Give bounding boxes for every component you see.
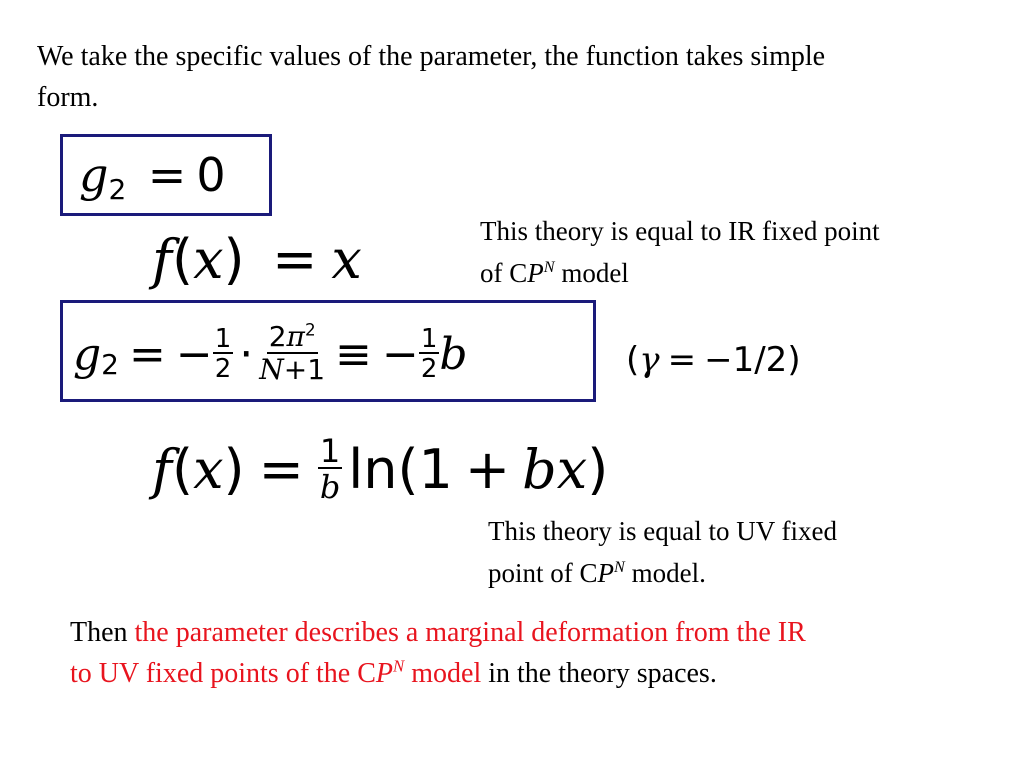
numerator: 1 (319, 432, 341, 470)
conclusion-highlight: to UV fixed points of the C (70, 658, 376, 689)
symbol-f: f (152, 228, 172, 291)
symbol-x: x (331, 228, 362, 291)
digit-one: 1 (418, 437, 453, 501)
plus-one: +1 (283, 353, 326, 386)
equation-f-identity (152, 228, 362, 292)
fraction-one-half (419, 326, 440, 382)
note-uv-text: point of C (488, 558, 598, 588)
symbol-P: P (597, 558, 615, 588)
denominator: 2 (214, 354, 232, 384)
symbol-x: x (193, 228, 224, 291)
numerator: 1 (214, 324, 232, 354)
fraction-two-pi-squared (259, 319, 326, 386)
symbol-x: x (556, 437, 588, 501)
paren-right: ) (787, 340, 801, 380)
symbol-b: b (522, 437, 557, 501)
note-uv-fixed-point (488, 510, 1008, 594)
note-uv-line-1: This theory is equal to UV fixed (488, 516, 837, 546)
conclusion-highlight: model (404, 658, 482, 689)
fraction-one-half (213, 326, 234, 382)
minus-sign: − (381, 328, 419, 380)
plus-sign: + (464, 437, 511, 501)
paren-left: ( (172, 228, 194, 291)
digit-two: 2 (268, 320, 287, 353)
paren-left: ( (626, 340, 640, 380)
paren-left: ( (397, 437, 419, 501)
equation-box-g2-zero (60, 134, 272, 216)
equation-f-log (152, 424, 608, 514)
symbol-P: P (527, 258, 544, 288)
gamma-number: −1/2 (704, 340, 788, 380)
equals-sign: = (272, 228, 318, 291)
ln-function: ln (348, 437, 398, 501)
note-ir-fixed-point (480, 210, 1010, 294)
intro-text (37, 36, 1017, 118)
note-ir-line-1: This theory is equal to IR fixed point (480, 216, 880, 246)
value-zero: 0 (196, 148, 226, 202)
symbol-x: x (193, 437, 224, 501)
minus-sign: − (175, 328, 213, 380)
paren-left: ( (172, 437, 194, 501)
denominator (259, 354, 325, 385)
fraction-one-over-b (318, 432, 342, 506)
denominator: b (319, 468, 341, 506)
superscript-N: N (393, 656, 405, 676)
equals-sign: = (129, 328, 166, 380)
numerator: 1 (420, 324, 438, 354)
symbol-f: f (152, 437, 172, 501)
conclusion-line-2 (70, 653, 1010, 694)
symbol-g: g (73, 328, 102, 380)
subscript-2: 2 (101, 347, 119, 381)
conclusion-then: Then (70, 617, 135, 648)
denominator: 2 (420, 354, 438, 384)
intro-line-1: We take the specific values of the parameter, the function takes simple (37, 41, 826, 72)
note-uv-text: model. (624, 558, 706, 588)
subscript-2: 2 (108, 173, 127, 206)
superscript-N: N (543, 258, 555, 276)
equation-box-g2-marginal (60, 300, 596, 402)
numerator (267, 319, 318, 354)
paren-right: ) (223, 228, 245, 291)
note-ir-line-2 (480, 252, 1010, 294)
equals-sign: = (258, 437, 304, 501)
conclusion-highlight: the parameter describes a marginal deformation from the IR (134, 617, 806, 648)
note-uv-line-2 (488, 552, 1008, 594)
note-ir-text: of C (480, 258, 528, 288)
equals-sign: = (667, 340, 697, 380)
symbol-b: b (439, 328, 468, 380)
conclusion-tail: in the theory spaces. (481, 658, 717, 689)
equation-g2-zero (79, 147, 226, 218)
equivalence-sign: ≡ (335, 328, 372, 380)
gamma-value (626, 338, 801, 383)
superscript-2: 2 (304, 319, 316, 340)
symbol-g: g (79, 148, 109, 202)
symbol-P: P (375, 658, 394, 689)
symbol-pi: π (286, 320, 305, 353)
conclusion-text (70, 612, 1010, 694)
superscript-N: N (614, 558, 625, 576)
equation-g2-marginal (73, 315, 468, 393)
symbol-N: N (259, 353, 284, 386)
note-ir-text: model (554, 258, 629, 288)
dot-operator: · (239, 328, 254, 380)
paren-right: ) (223, 437, 245, 501)
equals-sign: = (147, 148, 187, 202)
conclusion-line-1 (70, 612, 1010, 653)
symbol-gamma: γ (639, 340, 660, 380)
paren-right: ) (587, 437, 609, 501)
intro-line-2: form. (37, 82, 99, 113)
